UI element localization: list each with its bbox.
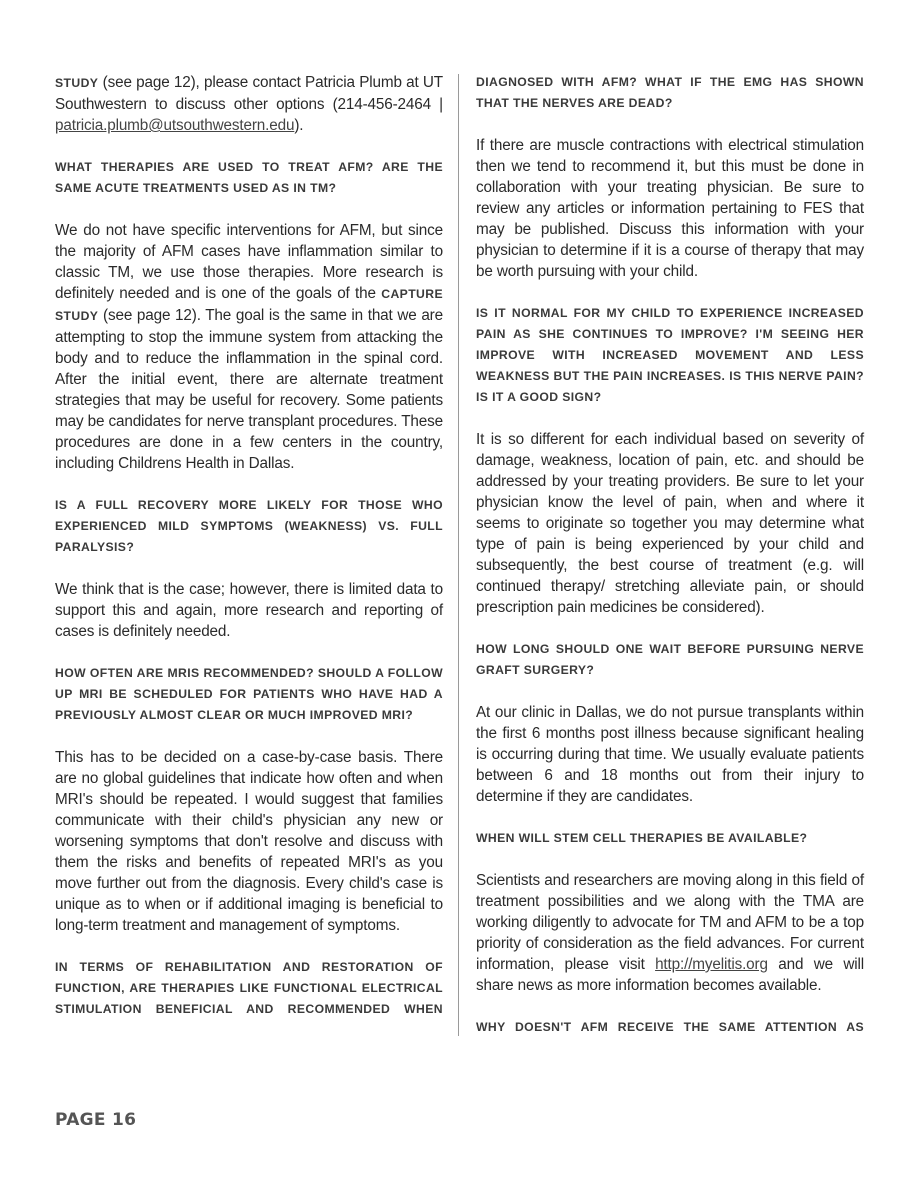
- study-reference: STUDY: [55, 76, 99, 90]
- answer-paragraph: Scientists and researchers are moving along in this field of treatment possibilities and we along with the TMA are working diligently to advocate for TM and AFM to be a top priority of consideration as the field advances. For current information, please visit http://myelitis.org and we will share news as more information becomes available.: [476, 872, 864, 994]
- question-heading-continued: DIAGNOSED WITH AFM? WHAT IF THE EMG HAS SHOWN THAT THE NERVES ARE DEAD?: [476, 75, 864, 110]
- column-divider: [458, 74, 459, 1036]
- question-heading: WHAT THERAPIES ARE USED TO TREAT AFM? ARE THE SAME ACUTE TREATMENTS USED AS IN TM?: [55, 160, 443, 195]
- email-link[interactable]: patricia.plumb@utsouthwestern.edu: [55, 117, 295, 134]
- question-heading: WHEN WILL STEM CELL THERAPIES BE AVAILABLE?: [476, 831, 808, 845]
- question-heading: IS IT NORMAL FOR MY CHILD TO EXPERIENCE INCREASED PAIN AS SHE CONTINUES TO IMPROVE? I'M SEEING HER IMPROVE WITH INCREASED MOVEMENT AND LESS WEAKNESS BUT THE PAIN INCREASES. IS THIS NERVE PAIN? IS IT A GOOD SIGN?: [476, 306, 864, 404]
- answer-paragraph: At our clinic in Dallas, we do not pursue transplants within the first 6 months post illness because significant healing is occurring during that time. We usually evaluate patients between 6 and 18 months out from their injury to determine if they are candidates.: [476, 704, 864, 805]
- answer-paragraph: We do not have specific interventions for AFM, but since the majority of AFM cases have inflammation similar to classic TM, we use those therapies. More research is definitely needed and is one of the goals of the CAPTURE STUDY (see page 12). The goal is the same in that we are attempting to stop the immune system from attacking the body and to reduce the inflammation in the spinal cord. After the initial event, there are alternate treatment strategies that may be useful for recovery. Some patients may be candidates for nerve transplant procedures. These procedures are done in a few centers in the country, including Childrens Health in Dallas.: [55, 222, 443, 472]
- answer-paragraph: It is so different for each individual based on severity of damage, weakness, location of pain, etc. and should be addressed by your treating providers. Be sure to let your physician know the level of pain, when and where it seems to originate so together you may determine what type of pain is being experienced by your child and subsequently, the best course of treatment (e.g. will continued therapy/ stretching alleviate pain, or should prescription pain medicines be considered).: [476, 431, 864, 616]
- question-heading: WHY DOESN'T AFM RECEIVE THE SAME ATTENTION AS: [476, 1020, 864, 1034]
- answer-paragraph: This has to be decided on a case-by-case basis. There are no global guidelines that indicate how often and when MRI's should be repeated. I would suggest that families communicate with their child's physician any new or worsening symptoms that don't resolve and discuss with them the risks and benefits of repeated MRI's as you move further out from the diagnosis. Every child's case is unique as to when or if additional imaging is beneficial to long-term treatment and management of symptoms.: [55, 749, 443, 934]
- question-heading: IS A FULL RECOVERY MORE LIKELY FOR THOSE WHO EXPERIENCED MILD SYMPTOMS (WEAKNESS) VS. FULL PARALYSIS?: [55, 498, 443, 554]
- right-column: [476, 72, 864, 1059]
- capture-study-reference: CAPTURE STUDY: [55, 287, 443, 323]
- answer-paragraph: We think that is the case; however, there is limited data to support this and again, more research and reporting of cases is definitely needed.: [55, 581, 443, 640]
- question-heading: HOW LONG SHOULD ONE WAIT BEFORE PURSUING NERVE GRAFT SURGERY?: [476, 642, 864, 677]
- left-column: [55, 72, 443, 1041]
- myelitis-link[interactable]: http://myelitis.org: [655, 956, 768, 973]
- continued-paragraph: STUDY (see page 12), please contact Patricia Plumb at UT Southwestern to discuss other options (214-456-2464 | patricia.plumb@utsouthwestern.edu).: [55, 74, 443, 134]
- page-number: PAGE 16: [55, 1110, 137, 1130]
- answer-paragraph: If there are muscle contractions with electrical stimulation then we tend to recommend it, but this must be done in collaboration with your treating physician. Be sure to review any articles or information pertaining to FES that may be published. Discuss this information with your physician to determine if it is a course of therapy that may be worth pursuing with your child.: [476, 137, 864, 280]
- question-heading: HOW OFTEN ARE MRIS RECOMMENDED? SHOULD A FOLLOW UP MRI BE SCHEDULED FOR PATIENTS WHO HAVE HAD A PREVIOUSLY ALMOST CLEAR OR MUCH IMPROVED MRI?: [55, 666, 443, 722]
- question-heading: IN TERMS OF REHABILITATION AND RESTORATION OF FUNCTION, ARE THERAPIES LIKE FUNCTIONAL ELECTRICAL STIMULATION BENEFICIAL AND RECOMMENDED WHEN: [55, 960, 443, 1016]
